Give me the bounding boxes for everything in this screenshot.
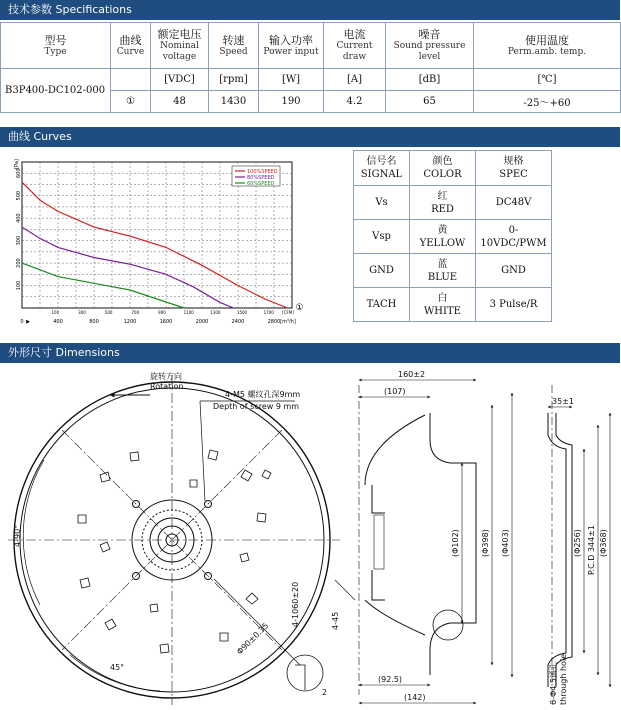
signal-table	[353, 150, 552, 322]
x-tick-label: 1600	[159, 319, 173, 325]
value-temp: -25～+60	[474, 91, 621, 113]
model-cell: B3P400-DC102-000	[1, 69, 111, 113]
value-power: 190	[259, 91, 324, 113]
cfm-tick-label: 300	[78, 310, 86, 315]
signal-name: GND	[354, 254, 410, 288]
x-tick-label: 2800	[267, 319, 281, 325]
signal-name: Vs	[354, 186, 410, 220]
header-power: 输入功率 Power input	[259, 23, 324, 69]
signal-row	[354, 254, 552, 288]
x-tick-label: 2000	[195, 319, 209, 325]
rotation-label-en: Rotation	[150, 382, 184, 391]
y-tick-label: 500	[16, 190, 22, 201]
dimension-drawing	[0, 365, 620, 710]
header-type: 型号 Type	[1, 23, 111, 69]
unit-curve	[111, 69, 151, 91]
cfm-tick-label: 500	[104, 310, 113, 315]
signal-row	[354, 186, 552, 220]
cfm-tick-label: 900	[158, 310, 166, 315]
x-tick-label: 2400	[231, 319, 245, 325]
signal-header-row	[354, 151, 552, 186]
unit-power: [W]	[259, 69, 324, 91]
unit-speed: [rpm]	[209, 69, 259, 91]
dim-160-label: 160±2	[398, 370, 426, 379]
through-hole-en: through hole	[559, 653, 568, 705]
dim-2-label: 2	[322, 688, 328, 697]
signal-name: TACH	[354, 288, 410, 322]
y-axis-label: [Pa]	[14, 159, 20, 169]
dim-35-label: 35±1	[552, 397, 574, 406]
cfm-unit-label: [CFM]	[282, 310, 294, 315]
spec-section-title: 技术参数 Specifications	[0, 0, 620, 20]
holes-label: 4-1060±20	[291, 581, 300, 627]
value-voltage: 48	[151, 91, 209, 113]
signal-header-name: 信号名 SIGNAL	[354, 151, 410, 186]
dimension-section-title: 外形尺寸 Dimensions	[0, 343, 620, 363]
signal-color: 黄 YELLOW	[410, 220, 476, 254]
screw-label-cn: 4-M5 螺纹孔深9mm	[225, 390, 301, 399]
side-section-view	[287, 380, 512, 703]
legend-entry: 100%SPEED	[247, 169, 278, 175]
header-speed: 转速 Speed	[209, 23, 259, 69]
unit-voltage: [VDC]	[151, 69, 209, 91]
spec-header-row	[1, 23, 621, 69]
unit-temp: [℃]	[474, 69, 621, 91]
x-axis-label: [m³/h]	[280, 319, 296, 325]
dim-107-label: (107)	[384, 387, 406, 396]
cfm-tick-label: 1300	[210, 310, 221, 315]
signal-header-color: 颜色 COLOR	[410, 151, 476, 186]
dim-256-label: (Φ256)	[573, 529, 582, 557]
x-tick-label: 0	[20, 319, 24, 325]
header-temp: 使用温度 Perm.amb. temp.	[474, 23, 621, 69]
signal-color: 蓝 BLUE	[410, 254, 476, 288]
value-speed: 1430	[209, 91, 259, 113]
signal-spec: 3 Pulse/R	[476, 288, 552, 322]
signal-row	[354, 288, 552, 322]
through-hole-cn: 6-Φ4.5通孔	[549, 662, 558, 705]
screw-label-en: Depth of screw 9 mm	[213, 402, 300, 411]
signal-header-spec: 规格 SPEC	[476, 151, 552, 186]
signal-spec: 0-10VDC/PWM	[476, 220, 552, 254]
header-curve: 曲线 Curve	[111, 23, 151, 69]
dim-pcd-label: P.C.D 344±1	[587, 524, 596, 575]
angle-90-label: 4-90°	[13, 524, 22, 547]
dim-4-45-label: 4-45	[331, 611, 340, 630]
performance-chart	[0, 150, 304, 332]
curve-number-label: ①	[295, 303, 304, 313]
y-tick-label: 200	[16, 258, 22, 268]
spec-unit-row	[1, 69, 621, 91]
front-view	[8, 375, 340, 705]
cfm-tick-label: 1500	[236, 310, 248, 315]
cfm-tick-label: 1100	[183, 310, 194, 315]
dim-403-label: (Φ403)	[501, 529, 510, 557]
dim-102-label: (Φ102)	[451, 529, 460, 557]
value-curve: ①	[111, 91, 151, 113]
x-axis-arrow: ▶	[26, 319, 30, 325]
signal-name: Vsp	[354, 220, 410, 254]
signal-spec: DC48V	[476, 186, 552, 220]
x-tick-label: 400	[53, 319, 63, 325]
header-voltage: 额定电压 Nominal voltage	[151, 23, 209, 69]
x-tick-label: 1200	[123, 319, 137, 325]
cfm-tick-label: 1700	[263, 310, 274, 315]
unit-noise: [dB]	[386, 69, 474, 91]
unit-current: [A]	[324, 69, 386, 91]
y-tick-label: 600	[16, 168, 22, 179]
header-current: 电流 Current draw	[324, 23, 386, 69]
pcd-hole-label: Φ90±0.35	[235, 621, 271, 657]
header-noise: 噪音 Sound pressure level	[386, 23, 474, 69]
cfm-tick-label: 700	[131, 310, 140, 315]
dim-398-label: (Φ398)	[481, 529, 490, 557]
y-tick-label: 400	[16, 213, 22, 223]
legend-entry: 60%SPEED	[247, 181, 275, 187]
curve-section-title: 曲线 Curves	[0, 127, 620, 147]
signal-color: 红 RED	[410, 186, 476, 220]
value-noise: 65	[386, 91, 474, 113]
angle-45-label: 45°	[110, 663, 125, 672]
dim-368-label: (Φ368)	[599, 529, 608, 557]
cfm-tick-label: 100	[51, 310, 60, 315]
legend-entry: 80%SPEED	[247, 175, 275, 181]
x-tick-label: 800	[89, 319, 99, 325]
signal-row	[354, 220, 552, 254]
rotation-label-cn: 旋转方向	[150, 372, 182, 381]
dim-142-label: (142)	[404, 693, 426, 702]
signal-spec: GND	[476, 254, 552, 288]
value-current: 4.2	[324, 91, 386, 113]
y-tick-label: 100	[16, 280, 22, 291]
spec-table	[0, 22, 621, 113]
signal-color: 白 WHITE	[410, 288, 476, 322]
y-tick-label: 300	[16, 235, 22, 246]
dim-925-label: (92.5)	[378, 675, 403, 684]
